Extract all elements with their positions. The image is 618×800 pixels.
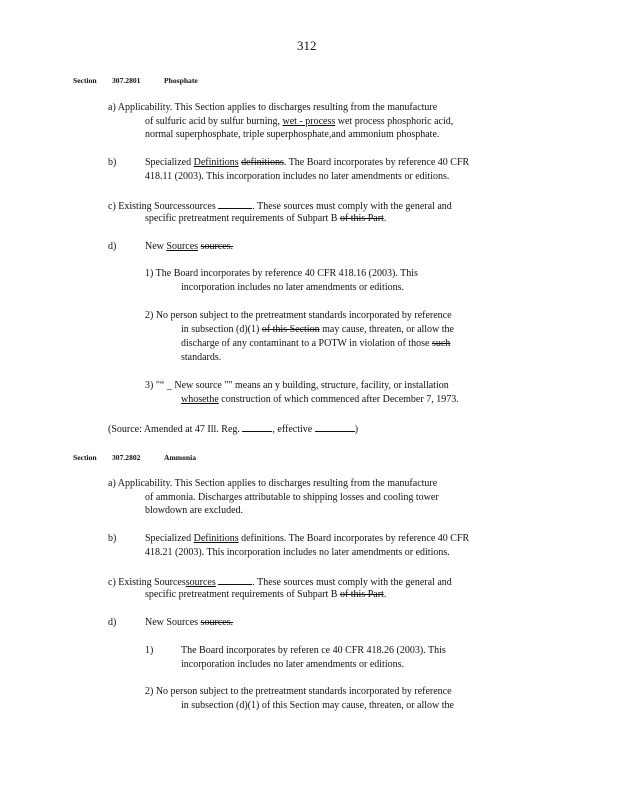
s1-a-line-3: normal superphosphate, triple superphosphate,and ammonium phosphate.: [145, 129, 440, 140]
s1-c-line-1: c) Existing Sourcessources . These sources must comply with the general and: [108, 201, 452, 212]
s2-d-line: New Sources sources.: [145, 617, 234, 628]
blank-underline: [218, 199, 252, 209]
deleted-text: of this Part: [339, 213, 384, 224]
s2-d-label: d): [108, 617, 117, 628]
deleted-text: definitions: [241, 157, 284, 168]
section-title: Phosphate: [164, 76, 198, 85]
s1-a-line-2: of sulfuric acid by sulfur burning, wet - process wet process phosphoric acid,: [145, 116, 454, 127]
s2-b-line-2: 418.21 (2003). This incorporation includes no later amendments or editions.: [145, 547, 450, 558]
s2-a-line-2: of ammonia. Discharges attributable to shipping losses and cooling tower: [145, 492, 439, 503]
s1-d2-line-3: discharge of any contaminant to a POTW in violation of those such: [181, 338, 451, 349]
inserted-text: Definitions: [193, 533, 239, 544]
inserted-text: sources: [185, 577, 216, 588]
s2-c-line-2: specific pretreatment requirements of Subpart B of this Part.: [145, 589, 387, 600]
s2-d1-label: 1): [145, 645, 154, 656]
s1-c-line-2: specific pretreatment requirements of Subpart B of this Part.: [145, 213, 387, 224]
deleted-text: sources.: [200, 241, 234, 252]
s1-d1-line-1: 1) The Board incorporates by reference 40 CFR 418.16 (2003). This: [145, 268, 418, 279]
s1-d-label: d): [108, 241, 117, 252]
s2-d2-line-1: 2) No person subject to the pretreatment standards incorporated by reference: [145, 686, 452, 697]
s2-c-line-1: c) Existing Sourcessources . These sources must comply with the general and: [108, 577, 452, 588]
deleted-text: sources.: [200, 617, 234, 628]
blank-underline: [315, 422, 355, 432]
s1-d2-line-4: standards.: [181, 352, 222, 363]
s1-d2-line-1: 2) No person subject to the pretreatment standards incorporated by reference: [145, 310, 452, 321]
deleted-text: of this Part: [339, 589, 384, 600]
section-word: Section: [73, 453, 97, 462]
blank-underline: [242, 422, 272, 432]
s2-b-line-1: Specialized Definitions definitions. The Board incorporates by reference 40 CFR: [145, 533, 470, 544]
s1-d3-line-2: whosethe construction of which commenced after December 7, 1973.: [181, 394, 459, 405]
s1-d1-line-2: incorporation includes no later amendments or editions.: [181, 282, 404, 293]
deleted-text: such: [431, 338, 451, 349]
s1-d-line: New Sources sources.: [145, 241, 234, 252]
section-title: Ammonia: [164, 453, 197, 462]
s2-d2-line-2: in subsection (d)(1) of this Section may cause, threaten, or allow the: [181, 700, 454, 711]
s1-a-line-1: a) Applicability. This Section applies to discharges resulting from the manufacture: [108, 102, 438, 113]
s1-b-label: b): [108, 157, 117, 168]
s2-d1-line-1: The Board incorporates by referen ce 40 CFR 418.26 (2003). This: [181, 645, 446, 656]
s1-d3-line-1: 3) "“ _ New source "" means an y building, structure, facility, or installation: [145, 380, 449, 391]
inserted-text: whosethe: [181, 394, 219, 405]
section-word: Section: [73, 76, 97, 85]
s1-b-line-2: 418.11 (2003). This incorporation includes no later amendments or editions.: [145, 171, 450, 182]
blank-underline: [218, 575, 252, 585]
s2-a-line-3: blowdown are excluded.: [145, 505, 244, 516]
section-number: 307.2802: [112, 453, 141, 462]
s2-a-line-1: a) Applicability. This Section applies to discharges resulting from the manufacture: [108, 478, 438, 489]
section-number: 307.2801: [112, 76, 141, 85]
inserted-text: Sources: [166, 241, 199, 252]
source-note: (Source: Amended at 47 Ill. Reg. , effective ): [108, 424, 359, 435]
s2-d1-line-2: incorporation includes no later amendments or editions.: [181, 659, 404, 670]
s2-b-label: b): [108, 533, 117, 544]
s1-b-line-1: Specialized Definitions definitions. The Board incorporates by reference 40 CFR: [145, 157, 470, 168]
page-number: 312: [297, 38, 317, 53]
deleted-text: of this Section: [261, 324, 320, 335]
s1-d2-line-2: in subsection (d)(1) of this Section may cause, threaten, or allow the: [181, 324, 454, 335]
inserted-text: Definitions: [193, 157, 239, 168]
inserted-text: wet - process: [282, 116, 336, 127]
